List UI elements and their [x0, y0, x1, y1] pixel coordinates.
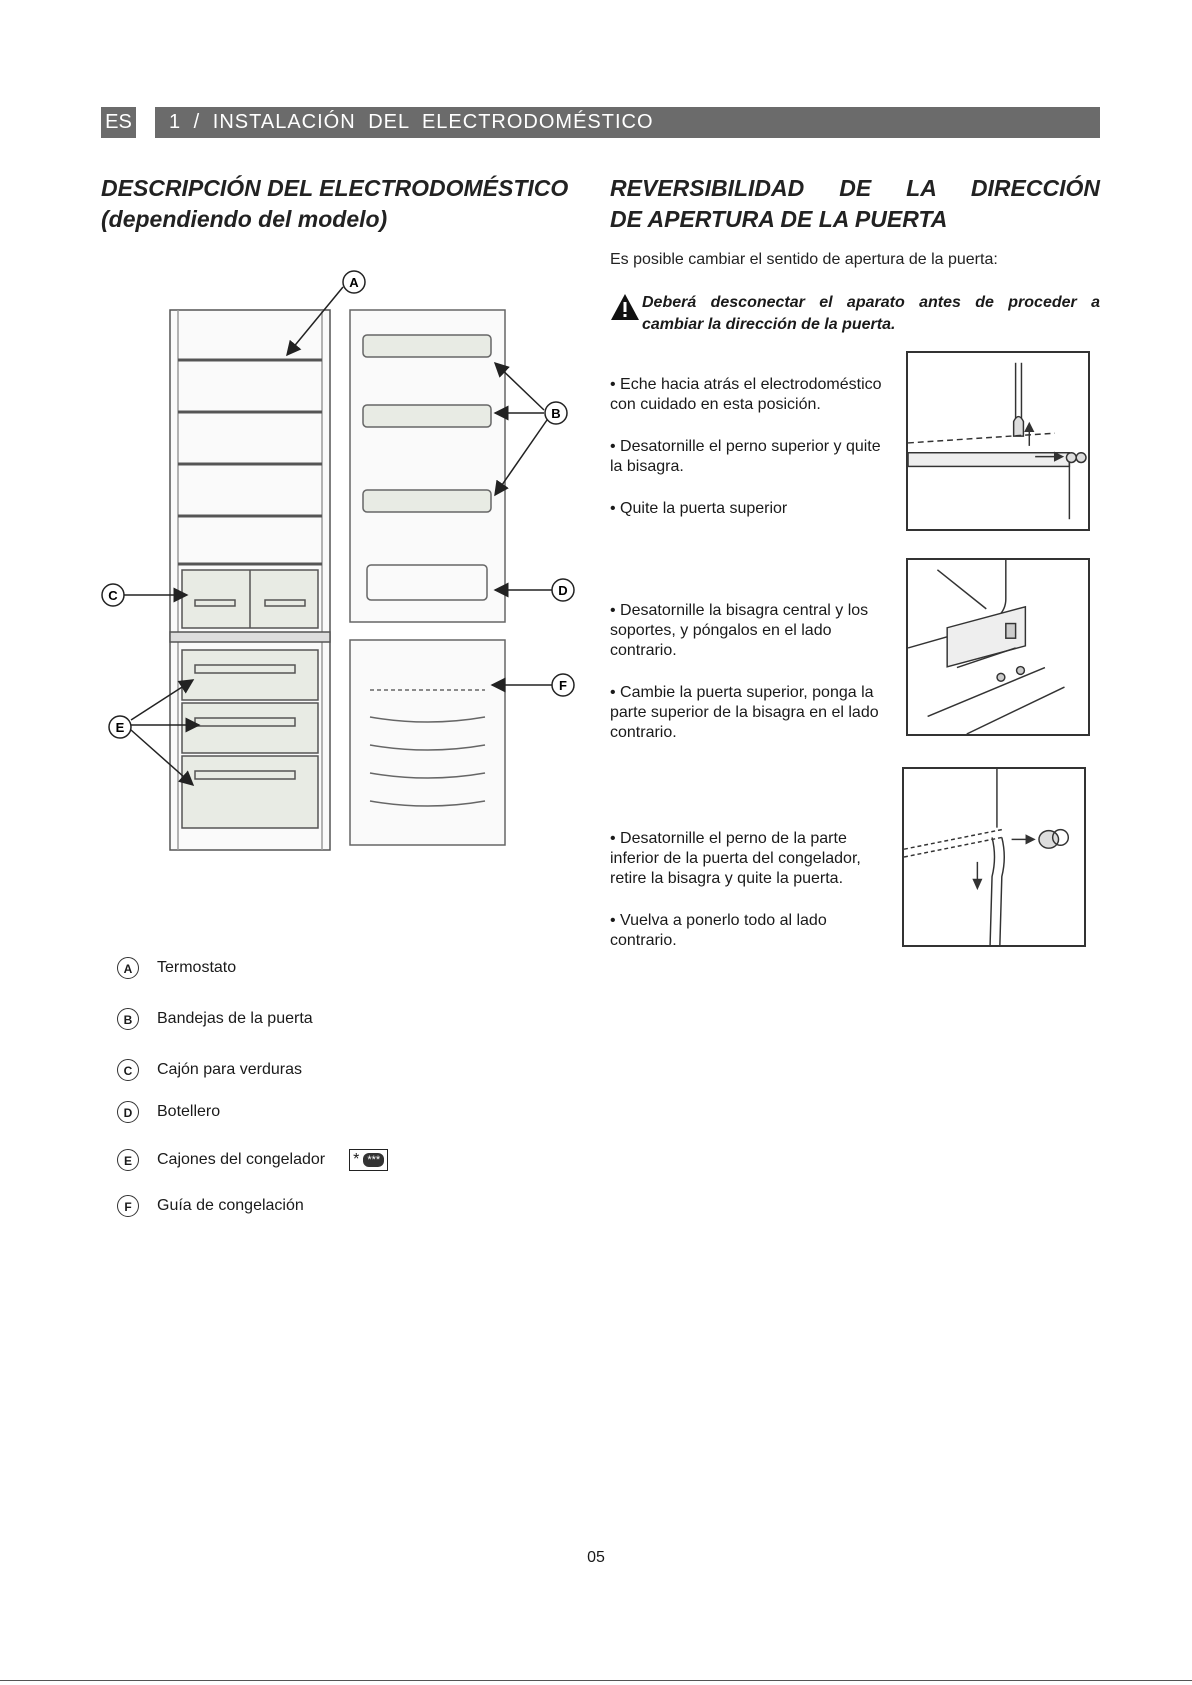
callout-a-label: A	[349, 275, 359, 290]
callout-b-label: B	[551, 406, 561, 421]
description-title: DESCRIPCIÓN DEL ELECTRODOMÉSTICO	[101, 175, 569, 201]
warning-icon	[610, 292, 640, 322]
legend-letter: F	[117, 1195, 139, 1217]
section-header: 1 / INSTALACIÓN DEL ELECTRODOMÉSTICO	[155, 107, 1100, 138]
steps-group-2	[610, 601, 895, 743]
figure-bottom-hinge	[902, 767, 1086, 947]
legend-letter: A	[117, 957, 139, 979]
legend-item-d	[117, 1101, 537, 1123]
legend-item-e	[117, 1149, 537, 1171]
legend-label: Botellero	[157, 1103, 221, 1120]
figure-center-hinge	[906, 558, 1090, 736]
reversibility-heading	[610, 173, 1100, 235]
callout-f-label: F	[559, 678, 567, 693]
page-number: 05	[587, 1549, 605, 1566]
step-text: • Vuelva a ponerlo todo al lado contrario.	[610, 912, 827, 949]
step-text: • Cambie la puerta superior, ponga la parte superior de la bisagra en el lado contrario.	[610, 684, 879, 741]
steps-group-3	[610, 829, 895, 951]
callout-c-label: C	[108, 588, 118, 603]
reversibility-subtitle: DE APERTURA DE LA PUERTA	[610, 206, 948, 232]
step-text: • Desatornille el perno superior y quite la bisagra.	[610, 438, 881, 475]
step-text: • Quite la puerta superior	[610, 500, 788, 517]
step-text: • Desatornille el perno de la parte inferior de la puerta del congelador, retire la bisagra y quite la puerta.	[610, 830, 861, 887]
legend-label: Cajón para verduras	[157, 1061, 302, 1078]
fridge-cabinet	[170, 310, 330, 850]
callout-d-label: D	[558, 583, 568, 598]
star-single: *	[353, 1151, 360, 1168]
steps-group-1	[610, 375, 885, 519]
legend-label: Termostato	[157, 959, 237, 976]
warning-line-1: Deberá desconectar el aparato antes de proceder a	[642, 294, 1100, 311]
fridge-diagram	[95, 265, 595, 865]
legend-letter: C	[117, 1059, 139, 1081]
legend-item-c	[117, 1059, 537, 1081]
legend	[117, 957, 537, 1217]
legend-letter: B	[117, 1008, 139, 1030]
warning-line-2: cambiar la dirección de la puerta.	[642, 316, 896, 333]
legend-letter: D	[117, 1101, 139, 1123]
freezer-star-rating	[349, 1149, 388, 1171]
bottom-rule	[0, 1680, 1192, 1681]
step-text: • Eche hacia atrás el electrodoméstico con cuidado en esta posición.	[610, 376, 882, 413]
legend-label: Cajones del congelador	[157, 1151, 326, 1168]
description-heading	[101, 173, 581, 235]
description-subtitle: (dependiendo del modelo)	[101, 206, 388, 232]
legend-label: Guía de congelación	[157, 1197, 304, 1214]
fridge-doors	[350, 310, 505, 845]
callout-e-label: E	[115, 720, 125, 735]
warning	[610, 292, 1100, 336]
legend-item-b	[117, 1008, 537, 1030]
intro-text: Es posible cambiar el sentido de apertura de la puerta:	[610, 251, 998, 268]
step-text: • Desatornille la bisagra central y los soportes, y póngalos en el lado contrario.	[610, 602, 869, 659]
legend-letter: E	[117, 1149, 139, 1171]
legend-item-a	[117, 957, 537, 979]
reversibility-title: REVERSIBILIDAD DE LA DIRECCIÓN	[610, 175, 1100, 201]
language-badge: ES	[101, 107, 136, 138]
legend-item-f	[117, 1195, 537, 1217]
figure-top-hinge	[906, 351, 1090, 531]
star-triple: ***	[363, 1153, 384, 1167]
legend-label: Bandejas de la puerta	[157, 1010, 313, 1027]
